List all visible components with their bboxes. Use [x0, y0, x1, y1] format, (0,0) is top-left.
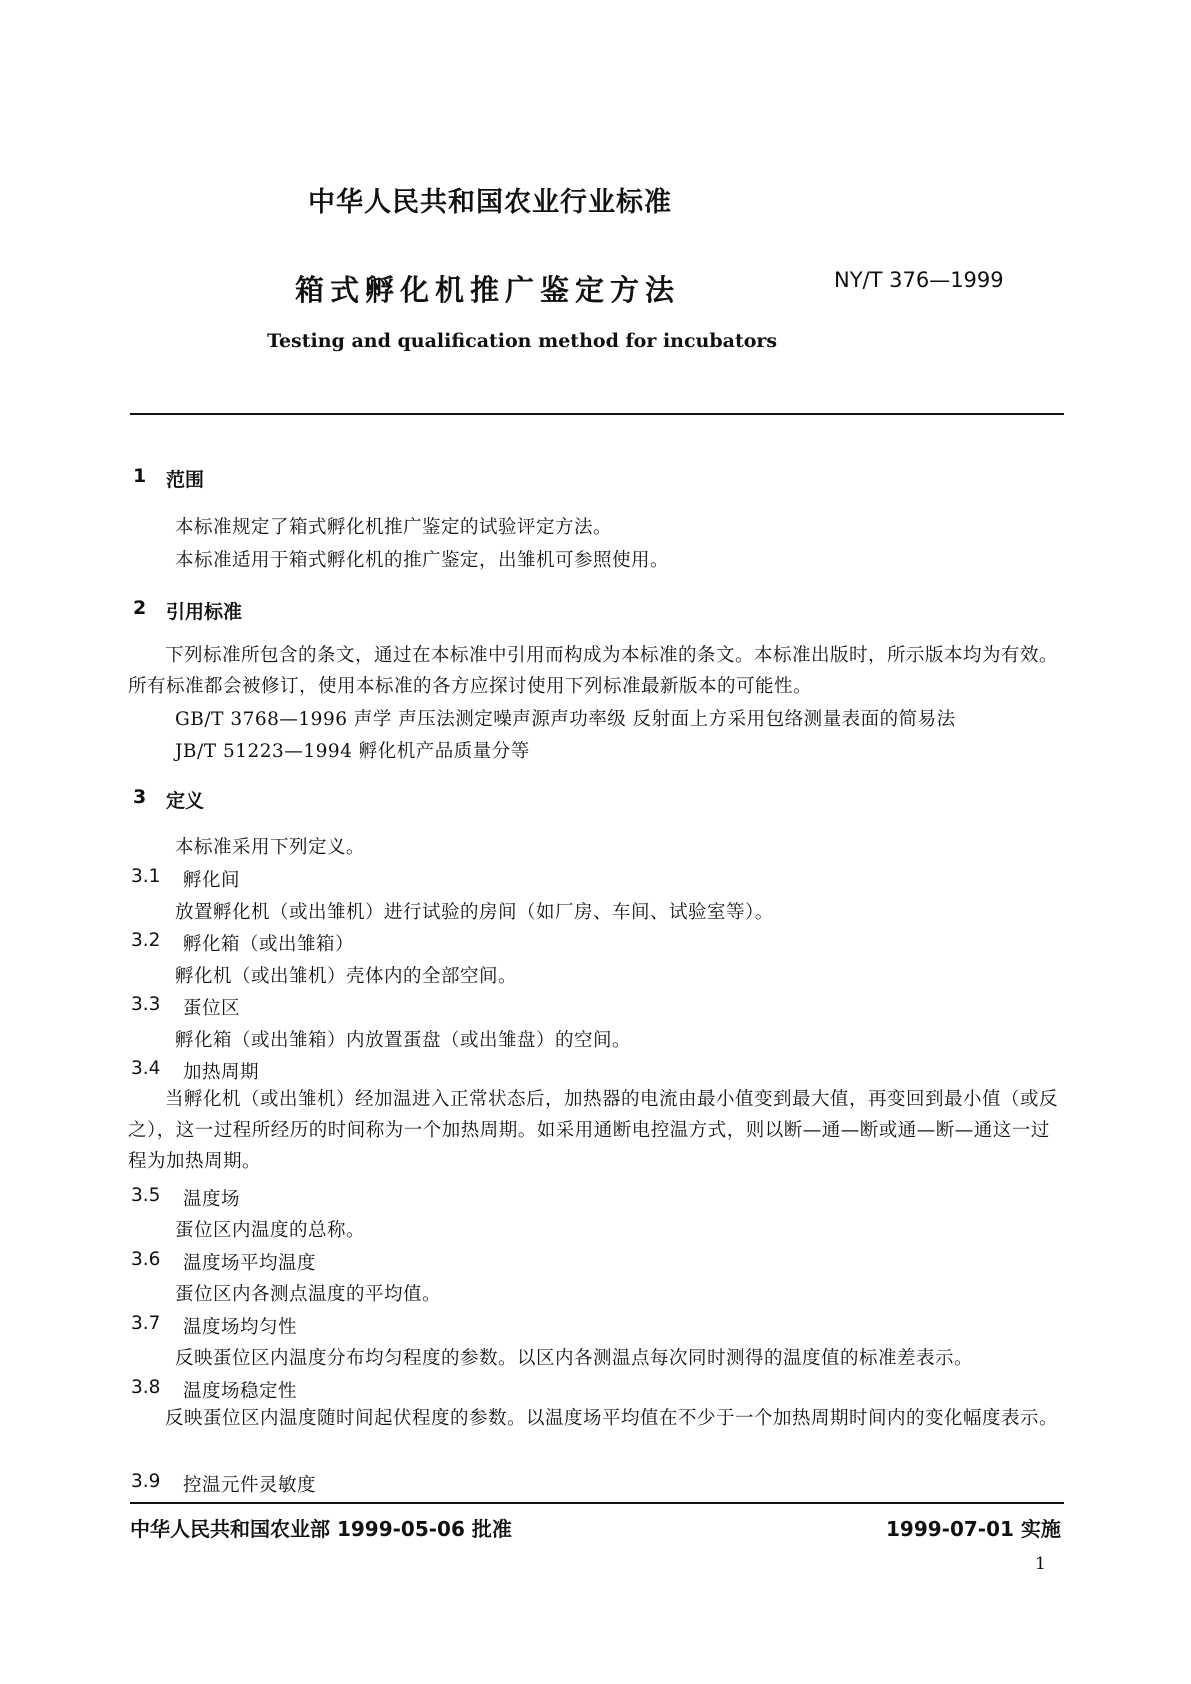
document-title: 箱式孵化机推广鉴定方法: [295, 273, 681, 307]
approval-note: 中华人民共和国农业部 1999-05-06 批准: [130, 1517, 512, 1541]
definition-text: 蛋位区内各测点温度的平均值。: [175, 1284, 442, 1305]
definition-number: 3.4: [131, 1058, 161, 1079]
header-rule: [130, 413, 1064, 415]
english-title: Testing and qualification method for incubators: [267, 330, 778, 352]
reference-gb-t-3768: GB/T 3768—1996 声学 声压法测定噪声源声功率级 反射面上方采用包络测量表面的简易法: [175, 709, 956, 730]
definition-text: 反映蛋位区内温度分布均匀程度的参数。以区内各测温点每次同时测得的温度值的标准差表示。: [175, 1348, 974, 1369]
definition-term: 孵化箱（或出雏箱）: [183, 934, 355, 955]
page-number: 1: [1035, 1554, 1046, 1574]
definition-number: 3.1: [131, 866, 161, 887]
effective-date: 1999-07-01 实施: [886, 1517, 1061, 1541]
definition-number: 3.6: [131, 1249, 161, 1270]
definition-number: 3.8: [131, 1377, 161, 1398]
section-3-number: 3: [133, 786, 147, 808]
section-2-paragraph-1: 下列标准所包含的条文，通过在本标准中引用而构成为本标准的条文。本标准出版时，所示版本均为有效。所有标准都会被修订，使用本标准的各方应探讨使用下列标准最新版本的可能性。: [128, 645, 1059, 697]
definition-term: 孵化间: [183, 870, 241, 891]
definition-term: 加热周期: [183, 1062, 260, 1083]
definition-term: 温度场均匀性: [183, 1317, 298, 1338]
standard-category: 中华人民共和国农业行业标准: [308, 187, 672, 218]
section-3-heading: 定义: [166, 790, 205, 812]
section-1-number: 1: [133, 465, 147, 487]
definition-number: 3.9: [131, 1471, 161, 1492]
definition-number: 3.5: [131, 1185, 161, 1206]
definition-term: 控温元件灵敏度: [183, 1475, 317, 1496]
section-1-heading: 范围: [166, 469, 205, 491]
footer-rule: [130, 1502, 1064, 1504]
definition-text: 放置孵化机（或出雏机）进行试验的房间（如厂房、车间、试验室等）。: [175, 902, 774, 923]
definition-number: 3.7: [131, 1313, 161, 1334]
reference-jb-t-51223: JB/T 51223—1994 孵化机产品质量分等: [175, 741, 530, 762]
definition-term: 温度场平均温度: [183, 1253, 317, 1274]
definition-number: 3.2: [131, 930, 161, 951]
definition-text: 孵化箱（或出雏箱）内放置蛋盘（或出雏盘）的空间。: [175, 1030, 632, 1051]
section-1-paragraph-2: 本标准适用于箱式孵化机的推广鉴定，出雏机可参照使用。: [175, 550, 670, 571]
definition-term: 温度场稳定性: [183, 1381, 298, 1402]
section-1-paragraph-1: 本标准规定了箱式孵化机推广鉴定的试验评定方法。: [175, 517, 613, 538]
definition-text: 孵化机（或出雏机）壳体内的全部空间。: [175, 966, 518, 987]
definition-number: 3.3: [131, 994, 161, 1015]
document-code: NY/T 376—1999: [834, 268, 1004, 292]
section-2-heading: 引用标准: [166, 601, 243, 623]
definition-term: 温度场: [183, 1189, 241, 1210]
section-2-number: 2: [133, 597, 147, 619]
definition-text: 反映蛋位区内温度随时间起伏程度的参数。以温度场平均值在不少于一个加热周期时间内的变化幅度表示。: [165, 1408, 1059, 1429]
definition-term: 蛋位区: [183, 998, 241, 1019]
definition-text: 当孵化机（或出雏机）经加温进入正常状态后，加热器的电流由最小值变到最大值，再变回到最小值（或反之），这一过程所经历的时间称为一个加热周期。如采用通断电控温方式，则以断—通—断或通—断—通这一过程为加热周期。: [128, 1089, 1059, 1172]
section-3-intro: 本标准采用下列定义。: [175, 837, 366, 858]
definition-text: 蛋位区内温度的总称。: [175, 1220, 366, 1241]
